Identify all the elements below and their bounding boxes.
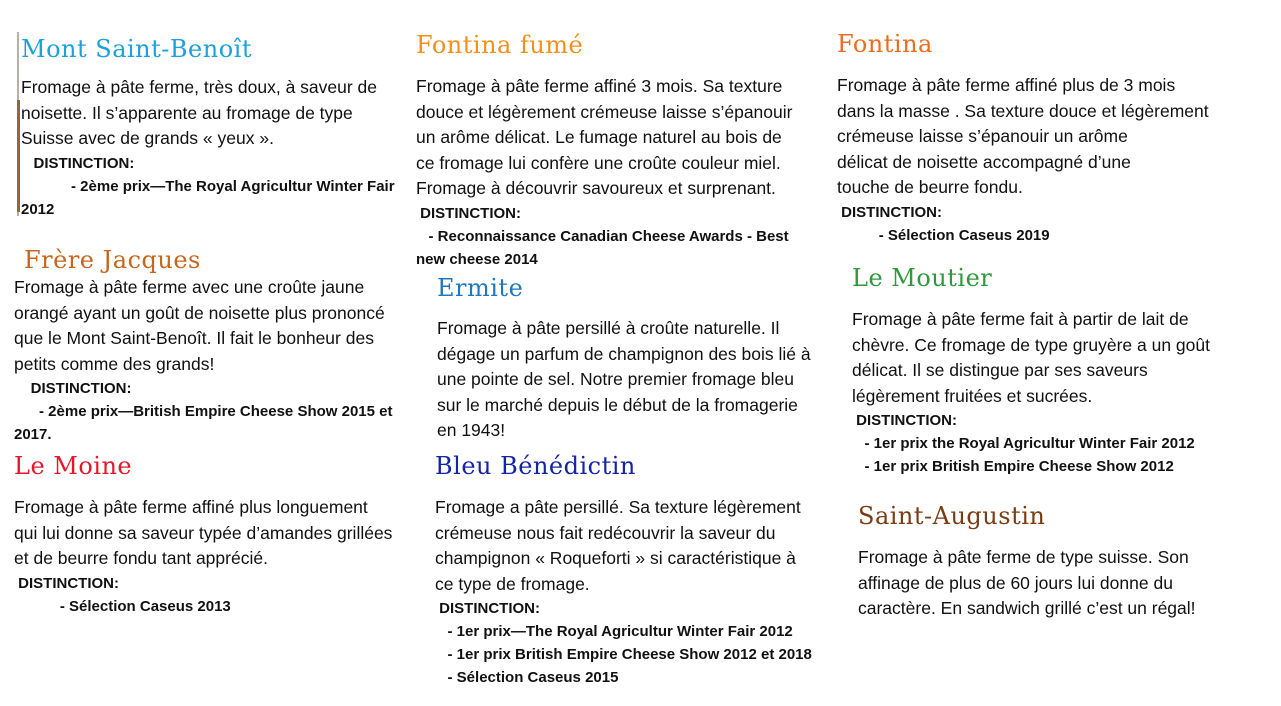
award-item: - 1er prix British Empire Cheese Show 2012 [852,458,1174,475]
cheese-card-fontina [837,29,1257,247]
cheese-description: Fromage à pâte ferme de type suisse. Son affinage de plus de 60 jours lui donne du caractère. En sandwich grillé c’est un régal! [858,547,1196,618]
award-item: - 2ème prix—British Empire Cheese Show 2015 et 2017. [14,403,397,443]
distinction-label: DISTINCTION: [435,600,540,617]
cheese-title: Fontina [837,30,933,58]
distinction-label: DISTINCTION: [14,380,132,397]
distinction-label: DISTINCTION: [14,574,119,592]
award-item: - Reconnaissance Canadian Cheese Awards - Best new cheese 2014 [416,227,793,268]
cheese-card-fontina-fume [416,30,836,271]
cheese-description: Fromage à pâte persillé à croûte naturelle. Il dégage un parfum de champignon des bois lié à une pointe de sel. Notre premier fromage bleu sur le marché depuis le début de la fromagerie en 1943! [437,318,811,440]
cheese-title: Le Moine [14,452,133,480]
cheese-description: Fromage à pâte ferme affiné 3 mois. Sa texture douce et légèrement crémeuse laisse s’épanouir un arôme délicat. Le fumage naturel au bois de ce fromage lui confère une croûte couleur miel. Fromage à découvrir savoureux et surprenant. [416,76,793,198]
cheese-title: Fontina fumé [416,31,584,59]
award-item: - Sélection Caseus 2015 [435,669,619,686]
cheese-description: Fromage à pâte ferme avec une croûte jaune orangé ayant un goût de noisette plus prononcé que le Mont Saint-Benoît. Il fait le bonheur des petits comme des grands! [14,277,385,374]
cheese-description: Fromage à pâte ferme fait à partir de lait de chèvre. Ce fromage de type gruyère a un goût délicat. Il se distingue par ses saveurs légèrement fruitées et sucrées. [852,309,1210,406]
cheese-title: Saint-Augustin [858,502,1046,530]
cheese-card-bleu-benedictin [435,451,855,689]
cheese-title: Bleu Bénédictin [435,452,636,480]
award-item: - Sélection Caseus 2019 [837,226,1050,244]
cheese-title: Frère Jacques [24,246,201,274]
distinction-label: DISTINCTION: [21,154,135,172]
cheese-card-le-moutier [852,263,1267,478]
award-item: - 2ème prix—The Royal Agricultur Winter Fair 2012 [21,177,399,218]
left-edge-mark [17,100,20,212]
cheese-card-saint-augustin [858,501,1268,622]
cheese-description: Fromage à pâte ferme affiné plus de 3 mois dans la masse . Sa texture douce et légèrement crémeuse laisse s’épanouir un arôme délicat de noisette accompagné d’une touche de beurre fondu. [837,75,1209,197]
cheese-card-ermite [437,273,837,444]
award-item: - Sélection Caseus 2013 [14,597,231,615]
distinction-label: DISTINCTION: [852,412,957,429]
award-item: - 1er prix British Empire Cheese Show 2012 et 2018 [435,646,812,663]
cheese-description: Fromage à pâte ferme, très doux, à saveur de noisette. Il s’apparente au fromage de type Suisse avec de grands « yeux ». [21,77,378,148]
cheese-card-frere-jacques [14,245,429,446]
cheese-card-le-moine [14,451,434,618]
cheese-title: Ermite [437,274,524,302]
distinction-label: DISTINCTION: [837,203,942,221]
award-item: - 1er prix the Royal Agricultur Winter Fair 2012 [852,435,1195,452]
distinction-label: DISTINCTION: [416,204,521,222]
cheese-title: Le Moutier [852,264,993,292]
cheese-description: Fromage à pâte ferme affiné plus longuement qui lui donne sa saveur typée d’amandes grillées et de beurre fondu tant apprécié. [14,497,393,568]
award-item: - 1er prix—The Royal Agricultur Winter Fair 2012 [435,623,793,640]
cheese-title: Mont Saint-Benoît [21,35,252,63]
cheese-card-mont-saint-benoit [21,34,416,221]
cheese-description: Fromage a pâte persillé. Sa texture légèrement crémeuse nous fait redécouvrir la saveur du champignon « Roqueforti » si caractéristique à ce type de fromage. [435,497,801,594]
